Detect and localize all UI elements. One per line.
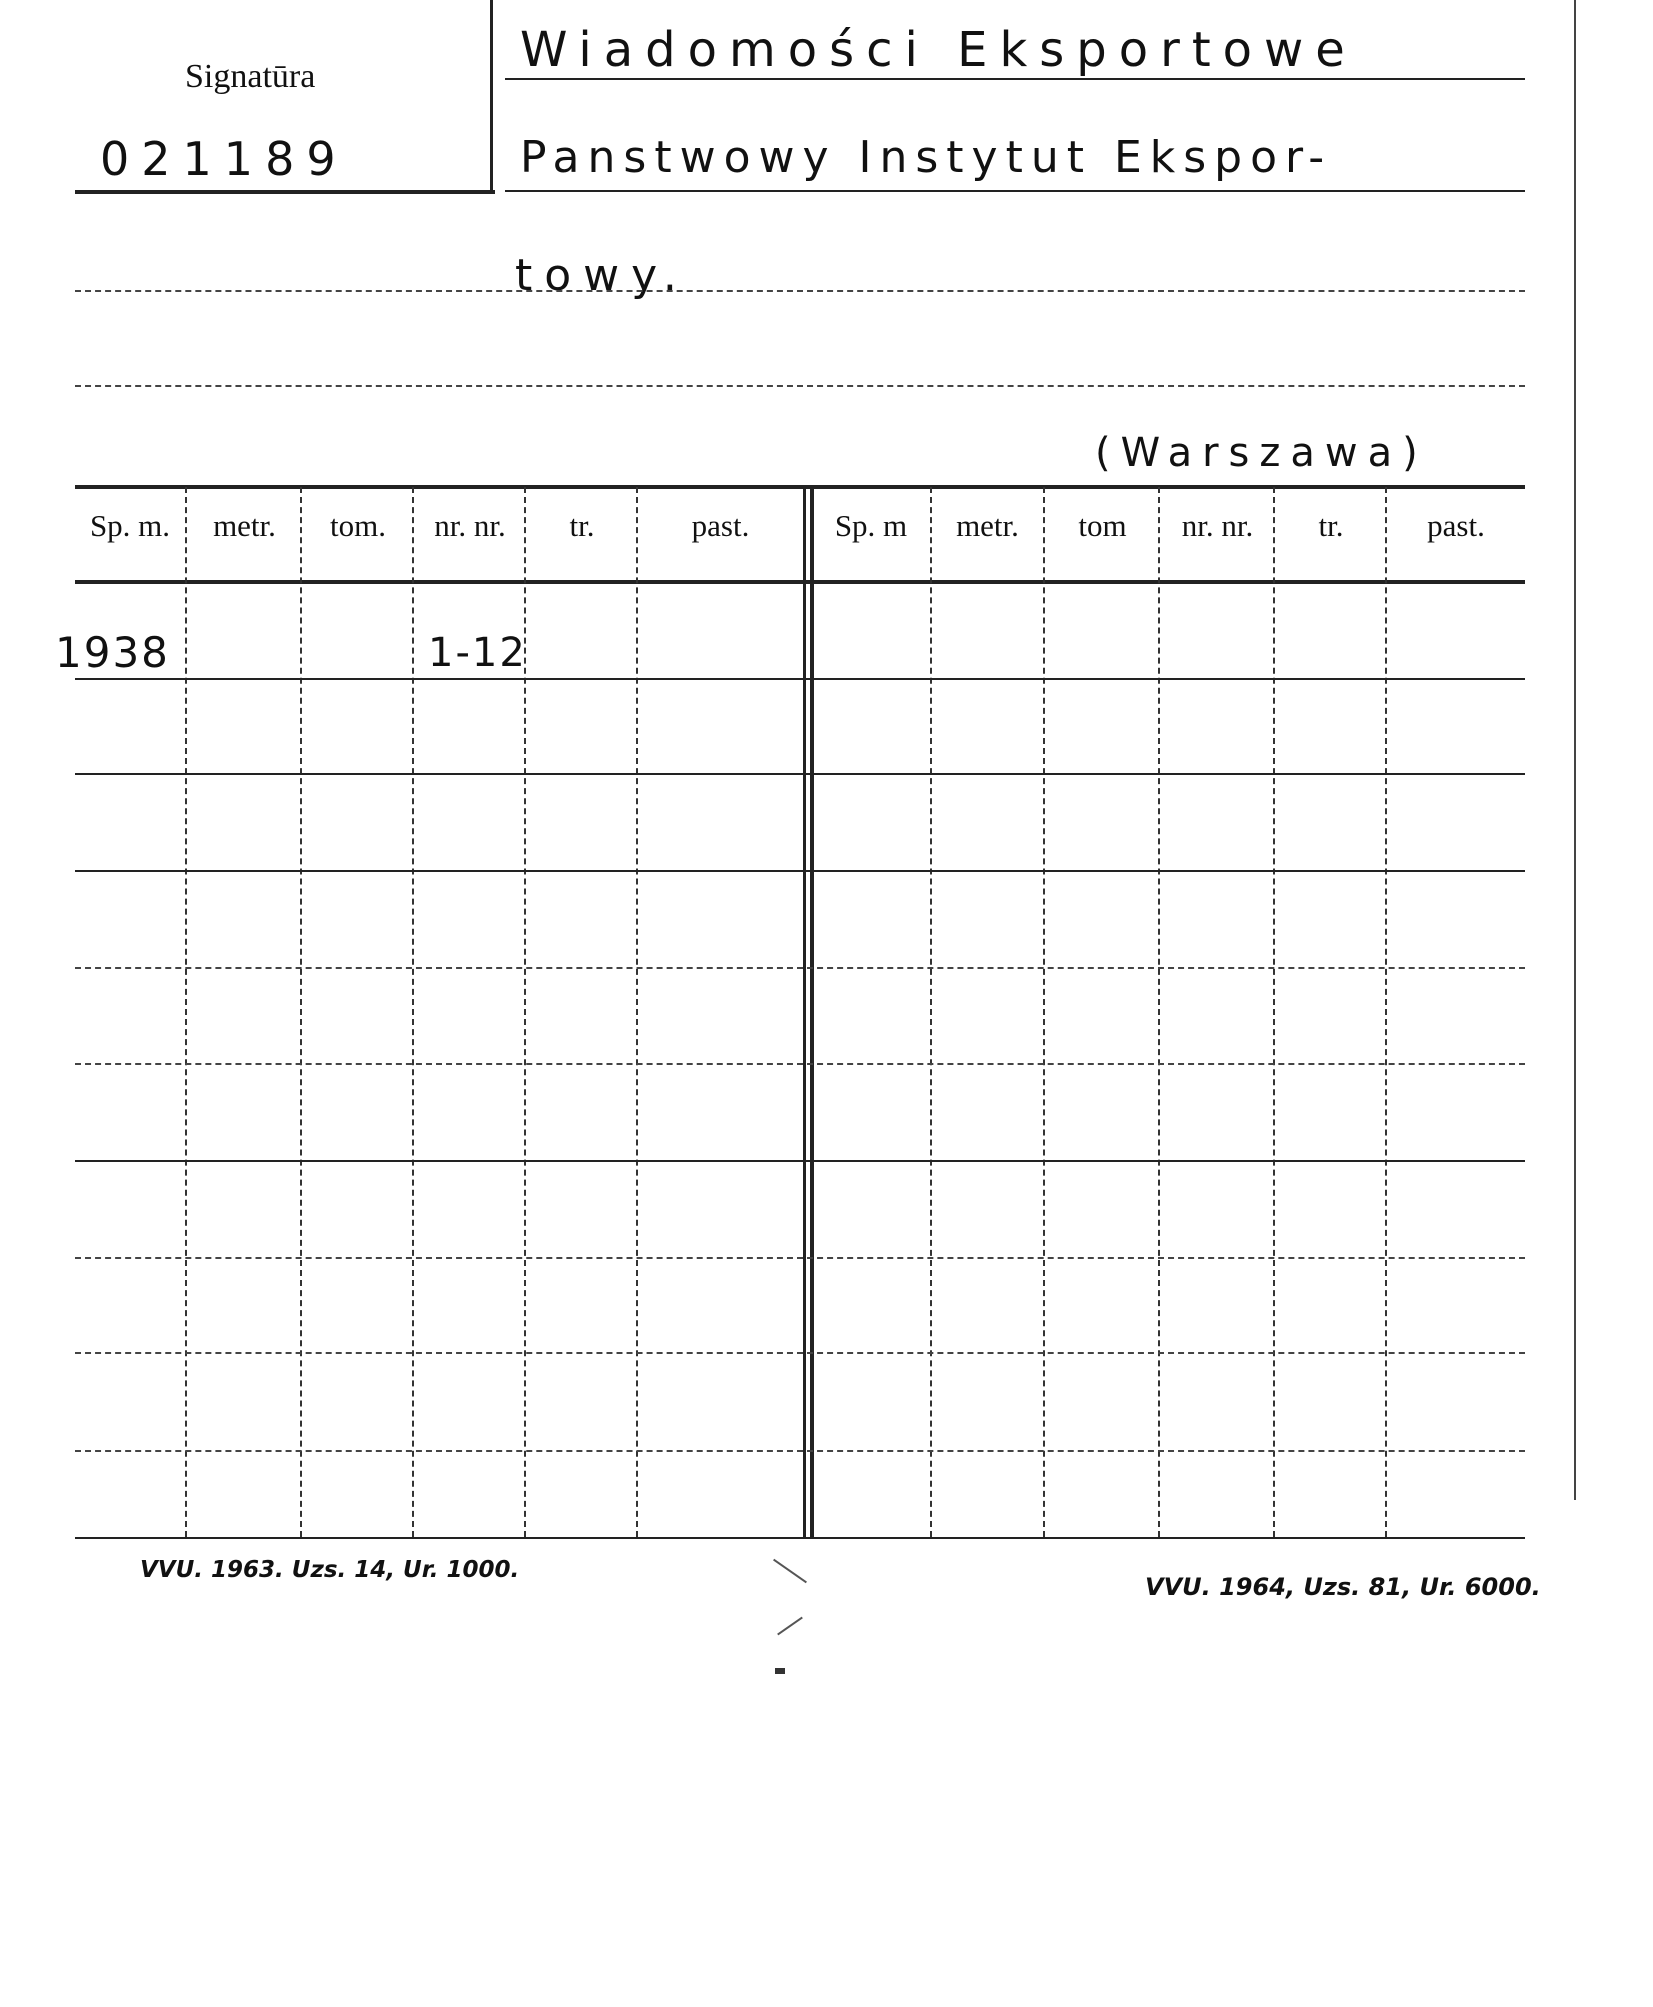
col-header-metr-right: metr. xyxy=(956,508,1019,543)
col-divider xyxy=(930,487,932,1537)
footer-note-left: VVU. 1963. Uzs. 14, Ur. 1000. xyxy=(140,1557,520,1583)
card-right-edge xyxy=(1574,0,1576,1500)
title-rule-1 xyxy=(505,78,1525,80)
col-header-past-right: past. xyxy=(1427,508,1485,543)
col-header-nr-nr-right: nr. nr. xyxy=(1181,508,1254,543)
row-rule xyxy=(75,1352,1525,1354)
cell-nr-nr: 1-12 xyxy=(428,630,527,676)
title-line-3: towy. xyxy=(515,250,689,301)
col-header-tr: tr. xyxy=(569,508,595,543)
col-header-past: past. xyxy=(691,508,750,543)
title-line-1: Wiadomości Eksportowe xyxy=(520,22,1357,78)
scan-mark xyxy=(773,1559,807,1584)
place-label: (Warszawa) xyxy=(1095,430,1428,476)
col-header-metr: metr. xyxy=(213,508,276,543)
col-header-tom-right: tom xyxy=(1078,508,1127,543)
scan-mark xyxy=(777,1617,803,1636)
col-header-tr-right: tr. xyxy=(1318,508,1344,543)
col-divider xyxy=(1043,487,1045,1537)
row-rule xyxy=(75,1257,1525,1259)
row-rule xyxy=(75,1160,1525,1162)
row-rule xyxy=(75,773,1525,775)
row-rule xyxy=(75,678,1525,680)
footer-note-right: VVU. 1964, Uzs. 81, Ur. 6000. xyxy=(1145,1573,1541,1601)
row-rule xyxy=(75,870,1525,872)
table-header-rule xyxy=(75,580,1525,584)
col-divider xyxy=(1385,487,1387,1537)
col-divider xyxy=(1158,487,1160,1537)
col-divider xyxy=(412,487,414,1537)
cell-sp-m: 1938 xyxy=(55,628,170,677)
header-divider xyxy=(490,0,493,190)
row-rule xyxy=(75,1450,1525,1452)
signature-number: 021189 xyxy=(100,132,348,186)
table-top-rule xyxy=(75,485,1525,489)
signature-underline xyxy=(75,190,495,194)
col-header-tom: tom. xyxy=(330,508,386,543)
col-header-nr-nr: nr. nr. xyxy=(434,508,506,543)
title-line-2: Panstwowy Instytut Ekspor- xyxy=(520,132,1333,183)
center-double-divider-a xyxy=(803,487,806,1537)
scan-mark xyxy=(775,1668,785,1674)
col-divider xyxy=(1273,487,1275,1537)
col-header-sp-m-right: Sp. m xyxy=(834,508,908,543)
center-double-divider-b xyxy=(810,487,814,1537)
row-rule xyxy=(75,967,1525,969)
col-divider xyxy=(300,487,302,1537)
col-divider xyxy=(185,487,187,1537)
title-rule-2 xyxy=(505,190,1525,192)
title-rule-3 xyxy=(75,290,1525,292)
title-rule-4 xyxy=(75,385,1525,387)
col-header-sp-m: Sp. m. xyxy=(89,508,171,543)
col-divider xyxy=(636,487,638,1537)
row-rule xyxy=(75,1063,1525,1065)
table-bottom-rule xyxy=(75,1537,1525,1539)
signature-label: Signatūra xyxy=(185,58,316,95)
